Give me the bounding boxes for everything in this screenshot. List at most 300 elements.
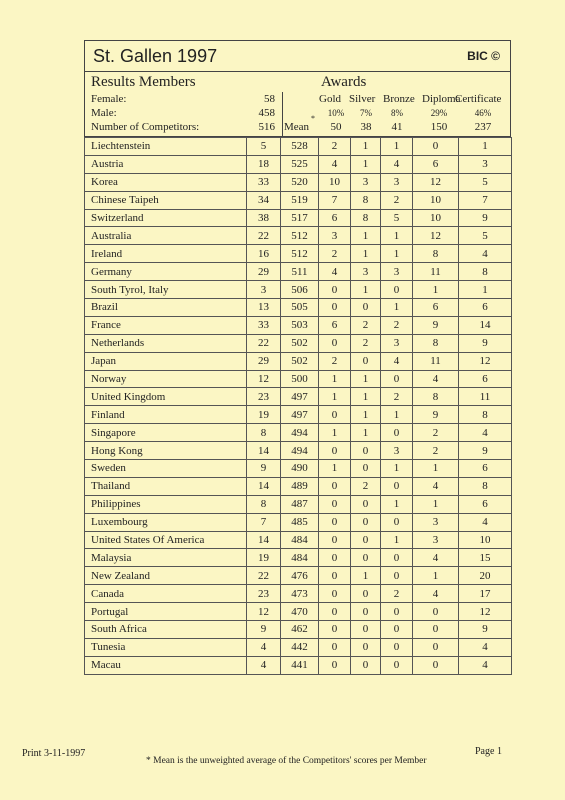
diploma-cell: 1 bbox=[413, 460, 459, 478]
gold-cell: 7 bbox=[319, 191, 351, 209]
results-sheet bbox=[84, 40, 511, 675]
silver-cell: 3 bbox=[351, 173, 381, 191]
certificate-cell: 4 bbox=[459, 638, 512, 656]
mean-cell: 490 bbox=[281, 460, 319, 478]
country-cell: France bbox=[85, 316, 247, 334]
bronze-cell: 3 bbox=[381, 173, 413, 191]
competitors-cell: 4 bbox=[247, 656, 281, 674]
mean-cell: 520 bbox=[281, 173, 319, 191]
award-bronze-count: 41 bbox=[391, 121, 403, 133]
gold-cell: 2 bbox=[319, 352, 351, 370]
summary-block bbox=[85, 72, 510, 137]
table-row bbox=[85, 316, 512, 334]
mean-cell: 528 bbox=[281, 138, 319, 156]
award-silver-name: Silver bbox=[349, 93, 376, 105]
silver-cell: 1 bbox=[351, 406, 381, 424]
competitors-cell: 18 bbox=[247, 155, 281, 173]
country-cell: United Kingdom bbox=[85, 388, 247, 406]
country-cell: South Tyrol, Italy bbox=[85, 281, 247, 299]
diploma-cell: 4 bbox=[413, 585, 459, 603]
bronze-cell: 1 bbox=[381, 406, 413, 424]
table-row bbox=[85, 299, 512, 317]
silver-cell: 0 bbox=[351, 513, 381, 531]
table-row bbox=[85, 656, 512, 674]
gold-cell: 6 bbox=[319, 316, 351, 334]
mean-cell: 497 bbox=[281, 406, 319, 424]
diploma-cell: 1 bbox=[413, 495, 459, 513]
mean-asterisk: * bbox=[311, 114, 315, 123]
country-cell: Chinese Taipeh bbox=[85, 191, 247, 209]
bronze-cell: 1 bbox=[381, 227, 413, 245]
mean-cell: 512 bbox=[281, 245, 319, 263]
gold-cell: 0 bbox=[319, 477, 351, 495]
silver-cell: 0 bbox=[351, 656, 381, 674]
country-cell: Australia bbox=[85, 227, 247, 245]
bronze-cell: 2 bbox=[381, 388, 413, 406]
country-cell: Liechtenstein bbox=[85, 138, 247, 156]
diploma-cell: 12 bbox=[413, 227, 459, 245]
diploma-cell: 3 bbox=[413, 531, 459, 549]
competitors-cell: 29 bbox=[247, 352, 281, 370]
award-certificate-count: 237 bbox=[474, 121, 492, 133]
table-row bbox=[85, 245, 512, 263]
diploma-cell: 8 bbox=[413, 245, 459, 263]
bronze-cell: 0 bbox=[381, 567, 413, 585]
competitors-cell: 12 bbox=[247, 603, 281, 621]
silver-cell: 0 bbox=[351, 585, 381, 603]
gold-cell: 1 bbox=[319, 370, 351, 388]
silver-cell: 0 bbox=[351, 495, 381, 513]
table-row bbox=[85, 585, 512, 603]
mean-cell: 502 bbox=[281, 352, 319, 370]
gold-cell: 10 bbox=[319, 173, 351, 191]
bronze-cell: 4 bbox=[381, 155, 413, 173]
country-cell: Malaysia bbox=[85, 549, 247, 567]
award-silver-count: 38 bbox=[360, 121, 372, 133]
bronze-cell: 1 bbox=[381, 460, 413, 478]
mean-cell: 487 bbox=[281, 495, 319, 513]
competitors-cell: 8 bbox=[247, 424, 281, 442]
certificate-cell: 17 bbox=[459, 585, 512, 603]
silver-cell: 1 bbox=[351, 281, 381, 299]
bronze-cell: 0 bbox=[381, 281, 413, 299]
mean-cell: 502 bbox=[281, 334, 319, 352]
diploma-cell: 10 bbox=[413, 191, 459, 209]
country-cell: Thailand bbox=[85, 477, 247, 495]
competitors-cell: 34 bbox=[247, 191, 281, 209]
mean-cell: 489 bbox=[281, 477, 319, 495]
silver-cell: 1 bbox=[351, 424, 381, 442]
certificate-cell: 1 bbox=[459, 281, 512, 299]
silver-cell: 0 bbox=[351, 299, 381, 317]
bronze-cell: 3 bbox=[381, 334, 413, 352]
table-row bbox=[85, 531, 512, 549]
certificate-cell: 8 bbox=[459, 406, 512, 424]
diploma-cell: 0 bbox=[413, 638, 459, 656]
competitors-cell: 14 bbox=[247, 442, 281, 460]
table-row bbox=[85, 424, 512, 442]
award-certificate-name: Certificate bbox=[455, 93, 502, 105]
competitors-cell: 22 bbox=[247, 567, 281, 585]
competitors-cell: 14 bbox=[247, 477, 281, 495]
results-rows bbox=[85, 138, 512, 675]
silver-cell: 3 bbox=[351, 263, 381, 281]
country-cell: Philippines bbox=[85, 495, 247, 513]
bic-logo: BIC © bbox=[467, 49, 500, 63]
gold-cell: 4 bbox=[319, 263, 351, 281]
diploma-cell: 2 bbox=[413, 424, 459, 442]
diploma-cell: 12 bbox=[413, 173, 459, 191]
silver-cell: 0 bbox=[351, 638, 381, 656]
mean-cell: 485 bbox=[281, 513, 319, 531]
mean-cell: 511 bbox=[281, 263, 319, 281]
certificate-cell: 12 bbox=[459, 603, 512, 621]
silver-cell: 0 bbox=[351, 603, 381, 621]
mean-cell: 462 bbox=[281, 621, 319, 639]
competitors-cell: 16 bbox=[247, 245, 281, 263]
mean-cell: 494 bbox=[281, 424, 319, 442]
bronze-cell: 0 bbox=[381, 370, 413, 388]
table-row bbox=[85, 603, 512, 621]
gold-cell: 1 bbox=[319, 460, 351, 478]
competitors-cell: 7 bbox=[247, 513, 281, 531]
country-cell: Hong Kong bbox=[85, 442, 247, 460]
mean-cell: 473 bbox=[281, 585, 319, 603]
silver-cell: 1 bbox=[351, 370, 381, 388]
award-silver-pct: 7% bbox=[360, 108, 372, 118]
gold-cell: 0 bbox=[319, 299, 351, 317]
gold-cell: 4 bbox=[319, 155, 351, 173]
certificate-cell: 6 bbox=[459, 370, 512, 388]
certificate-cell: 20 bbox=[459, 567, 512, 585]
competitors-cell: 38 bbox=[247, 209, 281, 227]
country-cell: Sweden bbox=[85, 460, 247, 478]
country-cell: Netherlands bbox=[85, 334, 247, 352]
gold-cell: 0 bbox=[319, 281, 351, 299]
competitors-cell: 9 bbox=[247, 460, 281, 478]
diploma-cell: 10 bbox=[413, 209, 459, 227]
table-row bbox=[85, 352, 512, 370]
table-row bbox=[85, 621, 512, 639]
awards-heading: Awards bbox=[321, 74, 367, 90]
certificate-cell: 5 bbox=[459, 173, 512, 191]
certificate-cell: 3 bbox=[459, 155, 512, 173]
certificate-cell: 6 bbox=[459, 299, 512, 317]
bronze-cell: 1 bbox=[381, 495, 413, 513]
country-cell: Korea bbox=[85, 173, 247, 191]
gold-cell: 0 bbox=[319, 549, 351, 567]
bronze-cell: 0 bbox=[381, 621, 413, 639]
award-bronze-name: Bronze bbox=[383, 93, 415, 105]
country-cell: Macau bbox=[85, 656, 247, 674]
award-gold-count: 50 bbox=[330, 121, 342, 133]
country-cell: Germany bbox=[85, 263, 247, 281]
table-row bbox=[85, 138, 512, 156]
silver-cell: 1 bbox=[351, 138, 381, 156]
bronze-cell: 0 bbox=[381, 424, 413, 442]
silver-cell: 1 bbox=[351, 567, 381, 585]
gold-cell: 0 bbox=[319, 638, 351, 656]
competitors-cell: 33 bbox=[247, 173, 281, 191]
competitors-cell: 4 bbox=[247, 638, 281, 656]
print-date: Print 3-11-1997 bbox=[22, 748, 86, 759]
competitors-cell: 3 bbox=[247, 281, 281, 299]
diploma-cell: 8 bbox=[413, 388, 459, 406]
competitors-cell: 14 bbox=[247, 531, 281, 549]
gold-cell: 0 bbox=[319, 442, 351, 460]
mean-cell: 441 bbox=[281, 656, 319, 674]
diploma-cell: 9 bbox=[413, 406, 459, 424]
mean-cell: 503 bbox=[281, 316, 319, 334]
diploma-cell: 4 bbox=[413, 370, 459, 388]
silver-cell: 8 bbox=[351, 191, 381, 209]
bronze-cell: 2 bbox=[381, 585, 413, 603]
country-cell: Switzerland bbox=[85, 209, 247, 227]
silver-cell: 2 bbox=[351, 316, 381, 334]
page-title: St. Gallen 1997 bbox=[93, 45, 218, 66]
diploma-cell: 0 bbox=[413, 621, 459, 639]
country-cell: Portugal bbox=[85, 603, 247, 621]
competitors-cell: 9 bbox=[247, 621, 281, 639]
diploma-cell: 6 bbox=[413, 299, 459, 317]
results-heading: Results Members bbox=[91, 74, 196, 90]
certificate-cell: 4 bbox=[459, 656, 512, 674]
bronze-cell: 1 bbox=[381, 299, 413, 317]
mean-header: Mean bbox=[284, 121, 310, 133]
male-label: Male: bbox=[91, 107, 117, 119]
mean-cell: 494 bbox=[281, 442, 319, 460]
competitors-count: 516 bbox=[258, 121, 275, 133]
mean-cell: 442 bbox=[281, 638, 319, 656]
table-row bbox=[85, 334, 512, 352]
table-row bbox=[85, 191, 512, 209]
bronze-cell: 4 bbox=[381, 352, 413, 370]
female-label: Female: bbox=[91, 93, 127, 105]
table-row bbox=[85, 173, 512, 191]
table-row bbox=[85, 460, 512, 478]
female-count: 58 bbox=[264, 93, 275, 105]
certificate-cell: 5 bbox=[459, 227, 512, 245]
certificate-cell: 6 bbox=[459, 495, 512, 513]
certificate-cell: 15 bbox=[459, 549, 512, 567]
gold-cell: 0 bbox=[319, 531, 351, 549]
competitors-cell: 29 bbox=[247, 263, 281, 281]
mean-cell: 517 bbox=[281, 209, 319, 227]
silver-cell: 1 bbox=[351, 245, 381, 263]
silver-cell: 0 bbox=[351, 621, 381, 639]
gold-cell: 0 bbox=[319, 567, 351, 585]
award-certificate-pct: 46% bbox=[474, 108, 492, 118]
male-count: 458 bbox=[258, 107, 275, 119]
table-row bbox=[85, 513, 512, 531]
competitors-cell: 33 bbox=[247, 316, 281, 334]
certificate-cell: 12 bbox=[459, 352, 512, 370]
competitors-cell: 19 bbox=[247, 406, 281, 424]
bronze-cell: 2 bbox=[381, 191, 413, 209]
table-row bbox=[85, 281, 512, 299]
bronze-cell: 5 bbox=[381, 209, 413, 227]
competitors-cell: 22 bbox=[247, 334, 281, 352]
gold-cell: 0 bbox=[319, 656, 351, 674]
certificate-cell: 10 bbox=[459, 531, 512, 549]
table-row bbox=[85, 370, 512, 388]
certificate-cell: 4 bbox=[459, 424, 512, 442]
certificate-cell: 6 bbox=[459, 460, 512, 478]
diploma-cell: 2 bbox=[413, 442, 459, 460]
silver-cell: 8 bbox=[351, 209, 381, 227]
gold-cell: 0 bbox=[319, 513, 351, 531]
gold-cell: 2 bbox=[319, 245, 351, 263]
diploma-cell: 0 bbox=[413, 656, 459, 674]
bronze-cell: 1 bbox=[381, 531, 413, 549]
mean-divider bbox=[282, 92, 283, 136]
country-cell: Japan bbox=[85, 352, 247, 370]
mean-cell: 506 bbox=[281, 281, 319, 299]
table-row bbox=[85, 209, 512, 227]
gold-cell: 1 bbox=[319, 424, 351, 442]
diploma-cell: 3 bbox=[413, 513, 459, 531]
gold-cell: 0 bbox=[319, 334, 351, 352]
country-cell: Ireland bbox=[85, 245, 247, 263]
table-row bbox=[85, 227, 512, 245]
table-row bbox=[85, 263, 512, 281]
bronze-cell: 0 bbox=[381, 638, 413, 656]
country-cell: United States Of America bbox=[85, 531, 247, 549]
gold-cell: 2 bbox=[319, 138, 351, 156]
bronze-cell: 1 bbox=[381, 138, 413, 156]
competitors-cell: 23 bbox=[247, 585, 281, 603]
country-cell: Brazil bbox=[85, 299, 247, 317]
bronze-cell: 0 bbox=[381, 603, 413, 621]
gold-cell: 0 bbox=[319, 585, 351, 603]
bronze-cell: 1 bbox=[381, 245, 413, 263]
diploma-cell: 0 bbox=[413, 138, 459, 156]
table-row bbox=[85, 638, 512, 656]
competitors-cell: 23 bbox=[247, 388, 281, 406]
mean-cell: 476 bbox=[281, 567, 319, 585]
table-row bbox=[85, 477, 512, 495]
certificate-cell: 8 bbox=[459, 263, 512, 281]
gold-cell: 3 bbox=[319, 227, 351, 245]
mean-cell: 505 bbox=[281, 299, 319, 317]
table-row bbox=[85, 567, 512, 585]
silver-cell: 0 bbox=[351, 549, 381, 567]
results-table bbox=[84, 137, 512, 675]
silver-cell: 2 bbox=[351, 477, 381, 495]
country-cell: Singapore bbox=[85, 424, 247, 442]
gold-cell: 1 bbox=[319, 388, 351, 406]
competitors-cell: 22 bbox=[247, 227, 281, 245]
certificate-cell: 9 bbox=[459, 209, 512, 227]
gold-cell: 0 bbox=[319, 495, 351, 513]
silver-cell: 1 bbox=[351, 388, 381, 406]
certificate-cell: 9 bbox=[459, 621, 512, 639]
mean-cell: 512 bbox=[281, 227, 319, 245]
diploma-cell: 11 bbox=[413, 352, 459, 370]
award-diploma-pct: 29% bbox=[430, 108, 448, 118]
sheet-header bbox=[84, 40, 511, 137]
silver-cell: 2 bbox=[351, 334, 381, 352]
page-number: Page 1 bbox=[475, 746, 502, 757]
title-row bbox=[85, 41, 510, 72]
certificate-cell: 1 bbox=[459, 138, 512, 156]
gold-cell: 0 bbox=[319, 603, 351, 621]
table-row bbox=[85, 442, 512, 460]
gold-cell: 0 bbox=[319, 621, 351, 639]
certificate-cell: 11 bbox=[459, 388, 512, 406]
country-cell: Canada bbox=[85, 585, 247, 603]
mean-cell: 500 bbox=[281, 370, 319, 388]
bronze-cell: 3 bbox=[381, 263, 413, 281]
silver-cell: 0 bbox=[351, 460, 381, 478]
silver-cell: 0 bbox=[351, 531, 381, 549]
diploma-cell: 9 bbox=[413, 316, 459, 334]
bronze-cell: 0 bbox=[381, 513, 413, 531]
diploma-cell: 4 bbox=[413, 477, 459, 495]
certificate-cell: 7 bbox=[459, 191, 512, 209]
competitors-cell: 8 bbox=[247, 495, 281, 513]
award-diploma-name: Diploma bbox=[422, 93, 461, 105]
silver-cell: 1 bbox=[351, 155, 381, 173]
diploma-cell: 6 bbox=[413, 155, 459, 173]
competitors-label: Number of Competitors: bbox=[91, 121, 200, 133]
bronze-cell: 2 bbox=[381, 316, 413, 334]
mean-cell: 484 bbox=[281, 531, 319, 549]
country-cell: Finland bbox=[85, 406, 247, 424]
certificate-cell: 4 bbox=[459, 513, 512, 531]
mean-cell: 497 bbox=[281, 388, 319, 406]
diploma-cell: 1 bbox=[413, 567, 459, 585]
country-cell: Austria bbox=[85, 155, 247, 173]
competitors-cell: 12 bbox=[247, 370, 281, 388]
mean-cell: 519 bbox=[281, 191, 319, 209]
table-row bbox=[85, 388, 512, 406]
table-row bbox=[85, 495, 512, 513]
country-cell: New Zealand bbox=[85, 567, 247, 585]
silver-cell: 1 bbox=[351, 227, 381, 245]
diploma-cell: 0 bbox=[413, 603, 459, 621]
competitors-cell: 19 bbox=[247, 549, 281, 567]
competitors-cell: 5 bbox=[247, 138, 281, 156]
mean-cell: 484 bbox=[281, 549, 319, 567]
table-row bbox=[85, 155, 512, 173]
award-gold-name: Gold bbox=[319, 93, 341, 105]
diploma-cell: 1 bbox=[413, 281, 459, 299]
gold-cell: 6 bbox=[319, 209, 351, 227]
table-row bbox=[85, 406, 512, 424]
silver-cell: 0 bbox=[351, 442, 381, 460]
mean-cell: 470 bbox=[281, 603, 319, 621]
diploma-cell: 11 bbox=[413, 263, 459, 281]
table-row bbox=[85, 549, 512, 567]
award-gold-pct: 10% bbox=[327, 108, 345, 118]
bronze-cell: 3 bbox=[381, 442, 413, 460]
country-cell: South Africa bbox=[85, 621, 247, 639]
mean-cell: 525 bbox=[281, 155, 319, 173]
country-cell: Norway bbox=[85, 370, 247, 388]
mean-footnote: * Mean is the unweighted average of the Competitors' scores per Member bbox=[146, 756, 427, 766]
certificate-cell: 4 bbox=[459, 245, 512, 263]
diploma-cell: 8 bbox=[413, 334, 459, 352]
certificate-cell: 14 bbox=[459, 316, 512, 334]
gold-cell: 0 bbox=[319, 406, 351, 424]
bronze-cell: 0 bbox=[381, 656, 413, 674]
award-diploma-count: 150 bbox=[430, 121, 448, 133]
award-bronze-pct: 8% bbox=[391, 108, 403, 118]
bronze-cell: 0 bbox=[381, 477, 413, 495]
competitors-cell: 13 bbox=[247, 299, 281, 317]
diploma-cell: 4 bbox=[413, 549, 459, 567]
